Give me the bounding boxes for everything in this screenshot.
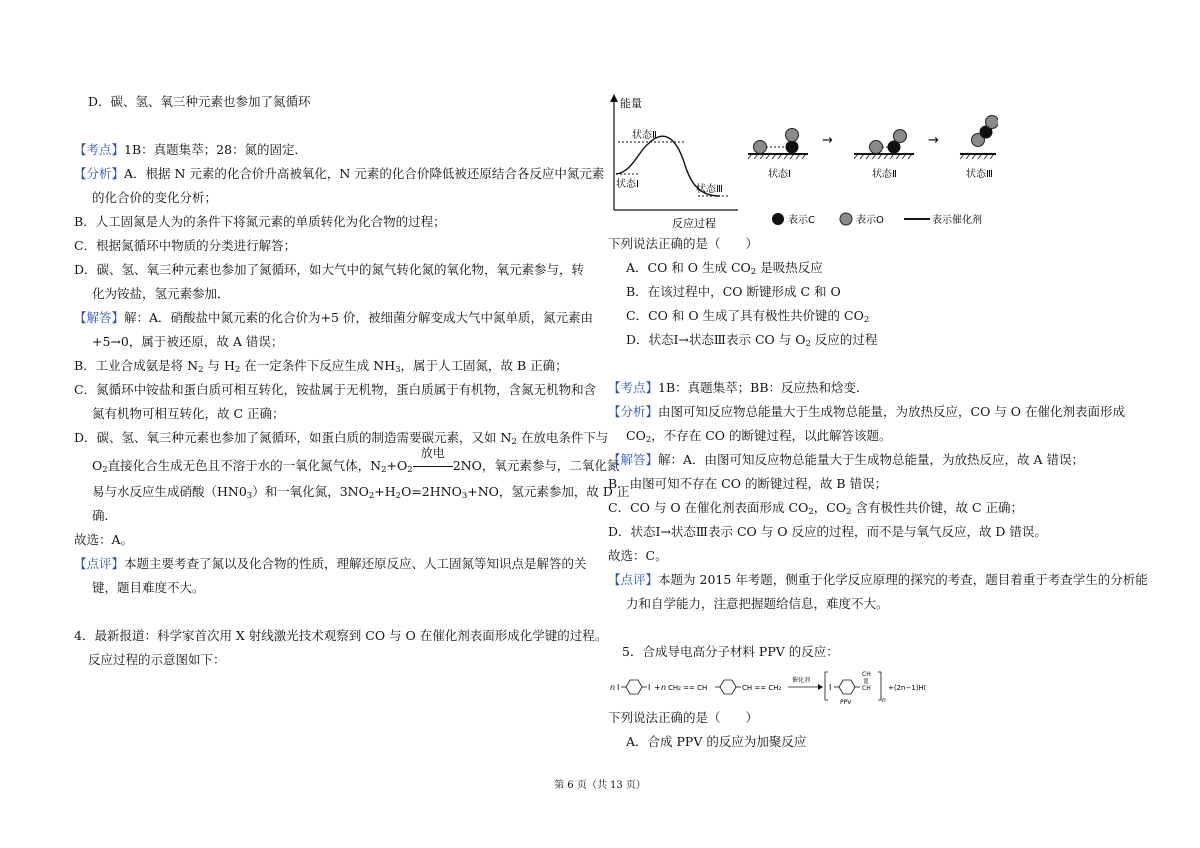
jieda-line-a	[608, 448, 1084, 472]
molecule-state-3	[960, 116, 998, 181]
dianping-text-1: 本题为 2015 年考题，侧重于化学反应原理的探究的考查，题目着重于考查学生的分析能	[658, 572, 1148, 587]
text-part: ，不存在 CO 的断键过程，以此解答该题。	[651, 428, 892, 443]
reaction-figure	[608, 92, 998, 232]
option-b: B．在该过程中，CO 断键形成 C 和 O	[626, 284, 841, 299]
text-part: 在一定条件下反应生成 NH	[240, 358, 396, 373]
jieda-text-a: 解：A．由图可知反应物总能量大于生成物总能量，为放热反应，故 A 错误；	[658, 452, 1085, 467]
eq-arrow-head-icon	[818, 684, 823, 690]
fenxi-text-1: A．根据 N 元素的化合价升高被氧化，N 元素的化合价降低被还原结合各反应中氮元素	[124, 166, 605, 181]
c-atom	[786, 141, 799, 154]
question-5-line: 5．合成导电高分子材料 PPV 的反应：	[622, 644, 839, 659]
ppv-equation	[608, 662, 948, 708]
molecule-state-2	[854, 130, 914, 181]
dianping-tag: 【点评】	[608, 572, 659, 587]
text-part: 易与水反应生成硝酸（HN0	[92, 484, 247, 499]
text-part: O	[92, 458, 103, 473]
energy-diagram	[610, 94, 738, 230]
text-part: C．CO 和 O 生成了具有极性共价键的 CO	[626, 308, 864, 323]
eq-iodine: I	[648, 683, 651, 692]
text-part: 直接化合生成无色且不溶于水的一氧化氮气体，N	[107, 458, 382, 473]
dianping-tag: 【点评】	[74, 556, 125, 571]
text-part: +NO，氢元素参加，故 D 正	[467, 484, 630, 499]
o-atom	[894, 130, 907, 143]
question-4-line-1: 4．最新报道：科学家首次用 X 射线激光技术观察到 CO 与 O 在催化剂表面形成化学键的过程。	[74, 628, 608, 643]
jieda-line-c2: 氮有机物可相互转化，故 C 正确；	[92, 406, 285, 421]
subscript: 2	[846, 507, 852, 517]
subscript: 2	[102, 465, 108, 475]
kaodian-text: 1B：真题集萃；28：氮的固定．	[124, 142, 308, 157]
eq-vinyl: CH₂ == CH	[668, 684, 708, 692]
eq-vinyl: CH == CH₂	[742, 684, 782, 692]
eq-plus: +	[654, 683, 661, 692]
kaodian-line	[608, 376, 869, 400]
jieda-line-a2: +5→0，属于被还原，故 A 错误；	[92, 334, 284, 349]
subscript: 3	[395, 365, 401, 375]
page-footer: 第 6 页（共 13 页）	[554, 780, 646, 791]
jieda-line-b	[74, 354, 568, 378]
text-part: A．CO 和 O 生成 CO	[626, 260, 751, 275]
text-part: 2NO，氧元素参与，二氧化氮	[452, 458, 620, 473]
text-part: 与 H	[203, 358, 235, 373]
legend-c-label: 表示C	[788, 215, 815, 226]
state2-caption: 状态Ⅱ	[872, 169, 897, 180]
subscript: 2	[368, 491, 375, 501]
eq-byproduct: +(2n−1)HI	[888, 684, 926, 692]
subscript: 2	[234, 365, 241, 375]
option-c	[626, 304, 869, 328]
jieda-tag: 【解答】	[608, 452, 659, 467]
state1-label: 状态Ⅰ	[616, 179, 639, 190]
text-part: D．状态Ⅰ→状态Ⅲ表示 CO 与 O	[626, 332, 806, 347]
subscript: 2	[511, 437, 517, 447]
eq-bracket-right	[878, 672, 881, 700]
y-axis-label: 能量	[620, 97, 642, 110]
kaodian-tag: 【考点】	[608, 380, 659, 395]
dianping-line-1	[608, 568, 1148, 592]
text-part: B．工业合成氨是将 N	[74, 358, 199, 373]
question-4-ask: 下列说法正确的是（ ）	[608, 236, 759, 251]
fenxi-line-2: 的化合价的变化分析；	[92, 190, 218, 205]
eq-iodine: I	[829, 683, 832, 692]
dianping-line-2: 力和自学能力，注意把握题给信息，难度不大。	[626, 596, 889, 611]
dianping-text-1: 本题主要考查了氮以及化合物的性质，理解还原反应、人工固氮等知识点是解答的关	[124, 556, 587, 571]
question-5-option-a: A．合成 PPV 的反应为加聚反应	[626, 734, 807, 749]
benzene-ring-icon	[626, 680, 642, 694]
subscript: 2	[198, 365, 204, 375]
question-5-ask: 下列说法正确的是（ ）	[608, 710, 759, 725]
option-d	[626, 328, 877, 352]
reaction-arrow	[413, 446, 453, 478]
text-part: C．CO 与 O 在催化剂表面形成 CO	[608, 500, 809, 515]
x-axis-label: 反应过程	[672, 217, 716, 230]
jieda-line-a1	[74, 306, 593, 330]
kaodian-tag: 【考点】	[74, 142, 125, 157]
text-part: CO	[626, 428, 646, 443]
jieda-line-d3	[92, 480, 629, 504]
text-part: ）和一氧化氮，3NO	[252, 484, 369, 499]
subscript: 3	[461, 491, 468, 501]
eq-subscript-n: n	[882, 697, 886, 704]
jieda-text-a1: 解：A．硝酸盐中氮元素的化合价为+5 价，被细菌分解变成大气中氮单质，氮元素由	[124, 310, 593, 325]
answer-line: 故选：A。	[74, 532, 134, 547]
o-atom	[870, 141, 883, 154]
text-part: ，CO	[813, 500, 847, 515]
text-part: D．碳、氢、氧三种元素也参加了氮循环，如蛋白质的制造需要碳元素，又如 N	[74, 430, 512, 445]
fenxi-line-d2: 化为铵盐，氢元素参加．	[92, 286, 230, 301]
eq-catalyst: 催化剂	[792, 677, 811, 684]
fenxi-text-1: 由图可知反应物总能量大于生成物总能量，为放热反应，CO 与 O 在催化剂表面形成	[658, 404, 1125, 419]
text-part: 在放电条件下与	[516, 430, 609, 445]
dianping-line-1	[74, 552, 587, 576]
state2-label: 状态Ⅱ	[632, 130, 657, 141]
subscript: 3	[246, 491, 253, 501]
eq-coefficient: n	[610, 683, 616, 692]
subscript: 2	[863, 315, 870, 325]
molecule-state-1	[748, 129, 808, 181]
subscript: 2	[381, 465, 387, 475]
legend-c-icon	[772, 213, 784, 225]
benzene-ring-icon	[720, 680, 736, 694]
state3-label: 状态Ⅲ	[696, 184, 723, 195]
subscript: 2	[395, 491, 402, 501]
kaodian-line	[74, 138, 307, 162]
dianping-line-2: 键，题目难度不大。	[92, 580, 205, 595]
fenxi-line-b: B．人工固氮是人为的条件下将氮元素的单质转化为化合物的过程；	[74, 214, 446, 229]
arrow-condition: 放电	[420, 446, 445, 460]
eq-coefficient: n	[661, 683, 667, 692]
eq-ppv-label: PPV	[840, 699, 852, 706]
fenxi-tag: 【分析】	[74, 166, 125, 181]
o-atom	[786, 129, 799, 142]
state3-caption: 状态Ⅲ	[966, 169, 993, 180]
eq-ch: CH	[862, 671, 871, 678]
fenxi-line-1	[74, 162, 604, 186]
option-d-line: D．碳、氢、氧三种元素也参加了氮循环	[88, 94, 311, 109]
legend-o-label: 表示O	[856, 215, 884, 226]
kaodian-text: 1B：真题集萃；BB：反应热和焓变．	[658, 380, 869, 395]
state1-caption: 状态Ⅰ	[768, 169, 791, 180]
o-atom	[754, 141, 767, 154]
figure-legend	[772, 213, 982, 226]
eq-bracket-left	[825, 672, 828, 700]
y-axis-arrow-icon	[610, 94, 618, 102]
text-part: 是吸热反应	[756, 260, 823, 275]
jieda-line-c	[608, 496, 1023, 520]
jieda-line-d4: 确．	[92, 508, 118, 523]
subscript: 2	[407, 465, 413, 475]
fenxi-line-2	[626, 424, 892, 448]
fenxi-line-1	[608, 400, 1125, 424]
subscript: 2	[750, 267, 757, 277]
o-atom	[986, 116, 999, 129]
legend-o-icon	[840, 213, 852, 225]
jieda-line-b: B．由图可知不存在 CO 的断键过程，故 B 错误；	[608, 476, 888, 491]
jieda-line-d2	[92, 446, 620, 478]
eq-iodine: I	[617, 683, 620, 692]
text-part: O=2HNO	[401, 484, 462, 499]
question-4-line-2: 反应过程的示意图如下：	[88, 652, 226, 667]
subscript: 2	[645, 435, 652, 445]
legend-catalyst-label: 表示催化剂	[932, 215, 982, 226]
text-part: 含有极性共价键，故 C 正确；	[851, 500, 1023, 515]
subscript: 2	[805, 339, 811, 349]
answer-line: 故选：C。	[608, 548, 668, 563]
fenxi-tag: 【分析】	[608, 404, 659, 419]
arrow-bar	[413, 466, 453, 467]
text-part: +O	[386, 458, 408, 473]
arrow-right-icon: →	[822, 133, 833, 148]
jieda-line-d1	[74, 426, 608, 450]
jieda-line-d: D．状态Ⅰ→状态Ⅲ表示 CO 与 O 反应的过程，而不是与氧气反应，故 D 错误。	[608, 524, 1047, 539]
subscript: 2	[808, 507, 814, 517]
arrow-right-icon: →	[928, 133, 939, 148]
text-part: ，属于人工固氮，故 B 正确；	[400, 358, 568, 373]
eq-ch: CH	[862, 685, 871, 692]
benzene-ring-icon	[839, 680, 855, 694]
jieda-line-c1: C．氮循环中铵盐和蛋白质可相互转化，铵盐属于无机物，蛋白质属于有机物，含氮无机物和含	[74, 382, 597, 397]
fenxi-line-c: C．根据氮循环中物质的分类进行解答；	[74, 238, 297, 253]
option-a	[626, 256, 823, 280]
text-part: 反应的过程	[810, 332, 878, 347]
jieda-tag: 【解答】	[74, 310, 125, 325]
fenxi-line-d1: D．碳、氢、氧三种元素也参加了氮循环，如大气中的氮气转化氮的氧化物，氧元素参与，转	[74, 262, 585, 277]
text-part: +H	[374, 484, 396, 499]
